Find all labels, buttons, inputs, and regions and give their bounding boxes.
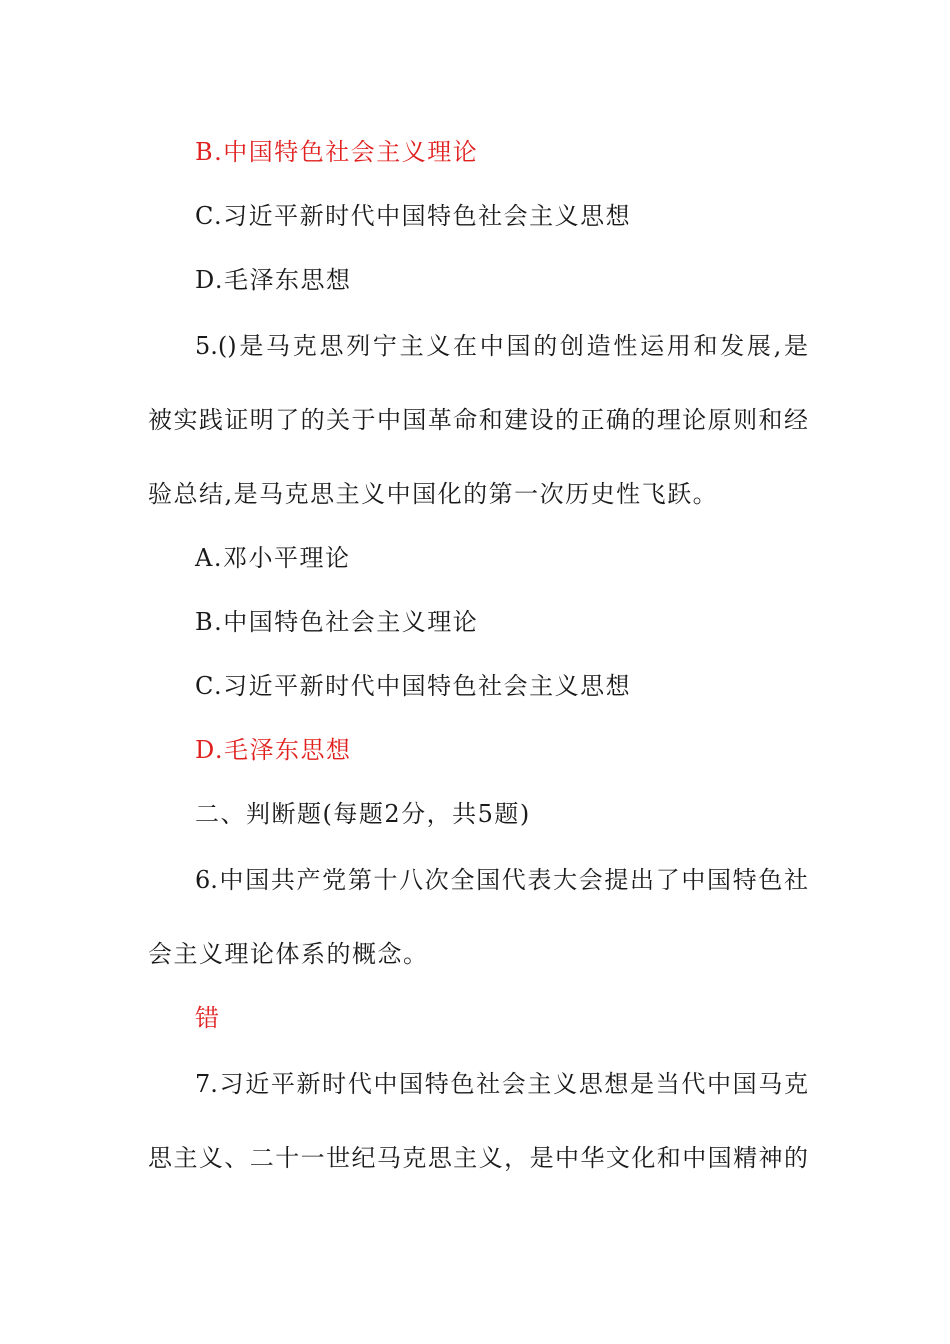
q6-answer: 错: [195, 1004, 221, 1032]
q5-option-d-answer: D.毛泽东思想: [195, 736, 352, 764]
q5-question-line-2: 被实践证明了的关于中国革命和建设的正确的理论原则和经: [148, 406, 808, 434]
q4-option-b-answer: B.中国特色社会主义理论: [195, 138, 479, 166]
section-2-heading: 二、判断题(每题2分，共5题): [195, 800, 531, 828]
q6-question-line-2: 会主义理论体系的概念。: [148, 940, 429, 968]
q5-question-line-1: 5.()是马克思列宁主义在中国的创造性运用和发展,是: [195, 332, 808, 360]
q5-question-line-3: 验总结,是马克思主义中国化的第一次历史性飞跃。: [148, 480, 719, 508]
q4-option-c: C.习近平新时代中国特色社会主义思想: [195, 202, 632, 230]
q5-option-c: C.习近平新时代中国特色社会主义思想: [195, 672, 632, 700]
q5-option-a: A.邓小平理论: [195, 544, 351, 572]
q4-option-d: D.毛泽东思想: [195, 266, 352, 294]
q5-option-b: B.中国特色社会主义理论: [195, 608, 479, 636]
q7-question-line-1: 7.习近平新时代中国特色社会主义思想是当代中国马克: [195, 1070, 808, 1098]
q7-question-line-2: 思主义、二十一世纪马克思主义，是中华文化和中国精神的: [148, 1144, 808, 1172]
q6-question-line-1: 6.中国共产党第十八次全国代表大会提出了中国特色社: [195, 866, 808, 894]
